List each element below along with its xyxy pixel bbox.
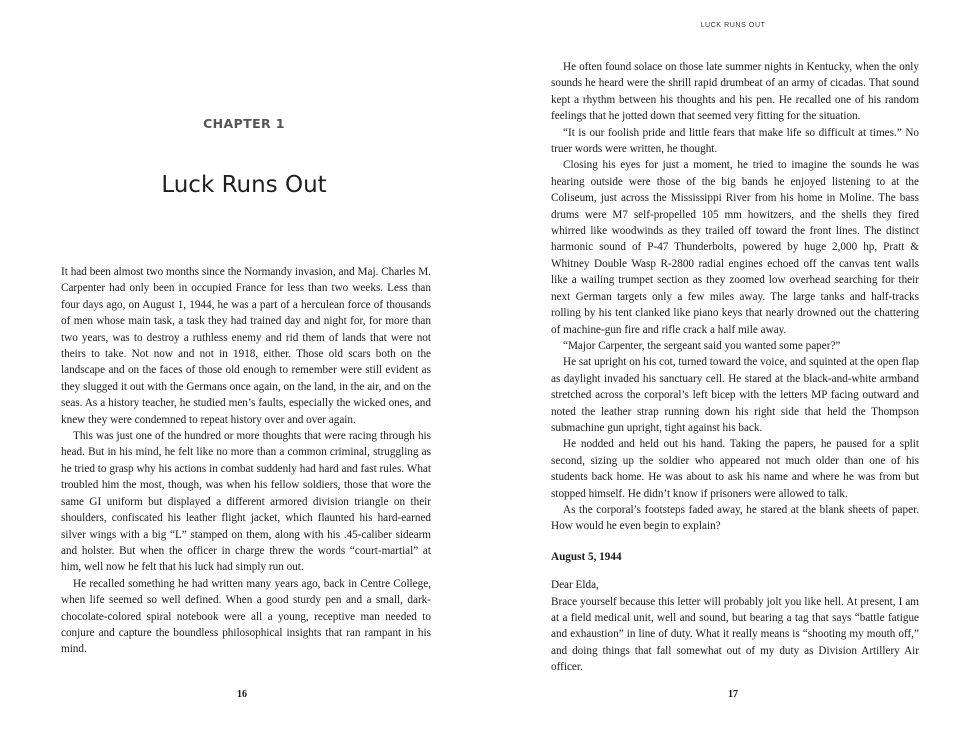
letter-body: Brace yourself because this letter will probably jolt you like hell. At present, I am at a field medical unit, well and sound, but bearing a tag that says “battle fatigue and exhaustion” in line of duty. What it really means is “shooting my mouth off,” and doing things that fall somewhat out of my duty as Division Artillery Air officer. xyxy=(551,595,919,674)
paragraph: “It is our foolish pride and little fears that make life so difficult at times.” No truer words were written, he thought. xyxy=(551,126,919,156)
letter-date: August 5, 1944 xyxy=(551,550,622,563)
paragraph: Closing his eyes for just a moment, he tried to imagine the sounds he was hearing outside were those of the big bands he enjoyed listening to at the Coliseum, just across the Mississippi River from his home in Moline. The bass drums were M7 self-propelled 105 mm howitzers, and the shells they fired whirred like woodwinds as they trailed off toward the front lines. The distinct harmonic sound of P-47 Thunderbolts, powered by huge 2,000 hp, Pratt & Whitney Double Wasp R-2800 radial engines echoed off the canvas tent walls like a wailing trumpet section as they zoomed low overhead searching for their next German targets only a few miles away. The large tanks and half-tracks rolling by his tent clanked like piano keys that nearly drowned out the chattering of machine-gun fire and rifle crack a half mile away. xyxy=(551,159,919,336)
paragraph: “Major Carpenter, the sergeant said you wanted some paper?” xyxy=(563,339,841,352)
chapter-label: CHAPTER 1 xyxy=(203,116,285,131)
paragraph: He nodded and held out his hand. Taking the papers, he paused for a split second, sizing up the soldier who appeared not much older than one of his students back home. He was about to ask his name and where he was from but stopped himself. He didn’t know if prisoners were allowed to talk. xyxy=(551,438,919,500)
left-page xyxy=(0,0,488,732)
left-body-text xyxy=(61,264,431,658)
chapter-title: Luck Runs Out xyxy=(161,172,327,198)
paragraph: It had been almost two months since the Normandy invasion, and Maj. Charles M. Carpenter had only been in occupied France for less than two weeks. Less than four days ago, on August 1, 1944, he was a part of a herculean force of thousands of men whose main task, a task they had trained day and night for, for more than two years, was to destroy a ruthless enemy and rid them of lands that were not theirs to take. Not now and not in 1918, either. Those old scars both on the landscape and on the faces of those old enough to remember were still evident as they slugged it out with the Germans once again, on the land, in the air, and on the seas. As a history teacher, he studied men’s faults, especially the wicked ones, and knew they were condemned to repeat history over and over again. xyxy=(61,266,431,426)
paragraph: This was just one of the hundred or more thoughts that were racing through his head. But in his mind, he felt like no more than a common criminal, struggling as he tried to grasp why his actions in combat suddenly had hard and fast rules. What troubled him the most, though, was when his fellow soldiers, those that wore the same GI uniform but displayed a different armored division triangle on their shoulders, confiscated his leather flight jacket, which flaunted his hard-earned silver wings with a big “L” stamped on them, along with his .45-caliber sidearm and holster. But when the officer in charge threw the words “court-martial” at him, well now he felt that his luck had simply run out. xyxy=(61,430,431,574)
right-body-text xyxy=(551,59,919,676)
page-number: 16 xyxy=(237,689,247,700)
running-head: LUCK RUNS OUT xyxy=(700,22,766,29)
paragraph: He recalled something he had written many years ago, back in Centre College, when life seemed so well defined. When a good sturdy pen and a small, dark-chocolate-colored spiral notebook were all a young, receptive man needed to conjure and capture the boundless philosophical insights that ran rampant in his mind. xyxy=(61,577,431,656)
right-page xyxy=(489,0,977,732)
page-number: 17 xyxy=(728,689,738,700)
letter-salutation: Dear Elda, xyxy=(551,579,599,592)
paragraph: He often found solace on those late summer nights in Kentucky, when the only sounds he heard were the shrill rapid drumbeat of an army of cicadas. That sound kept a rhythm between his thoughts and his pen. He recalled one of his random feelings that he jotted down that seemed very fitting for the situation. xyxy=(551,61,919,123)
paragraph: As the corporal’s footsteps faded away, he stared at the blank sheets of paper. How would he even begin to explain? xyxy=(551,503,919,533)
paragraph: He sat upright on his cot, turned toward the voice, and squinted at the open flap as daylight invaded his sanctuary cell. He stared at the black-and-white armband stretched across the corporal’s left bicep with the letters MP facing outward and noted the leather strap running down his right side that held the Thompson submachine gun upright, tight against his back. xyxy=(551,356,919,434)
